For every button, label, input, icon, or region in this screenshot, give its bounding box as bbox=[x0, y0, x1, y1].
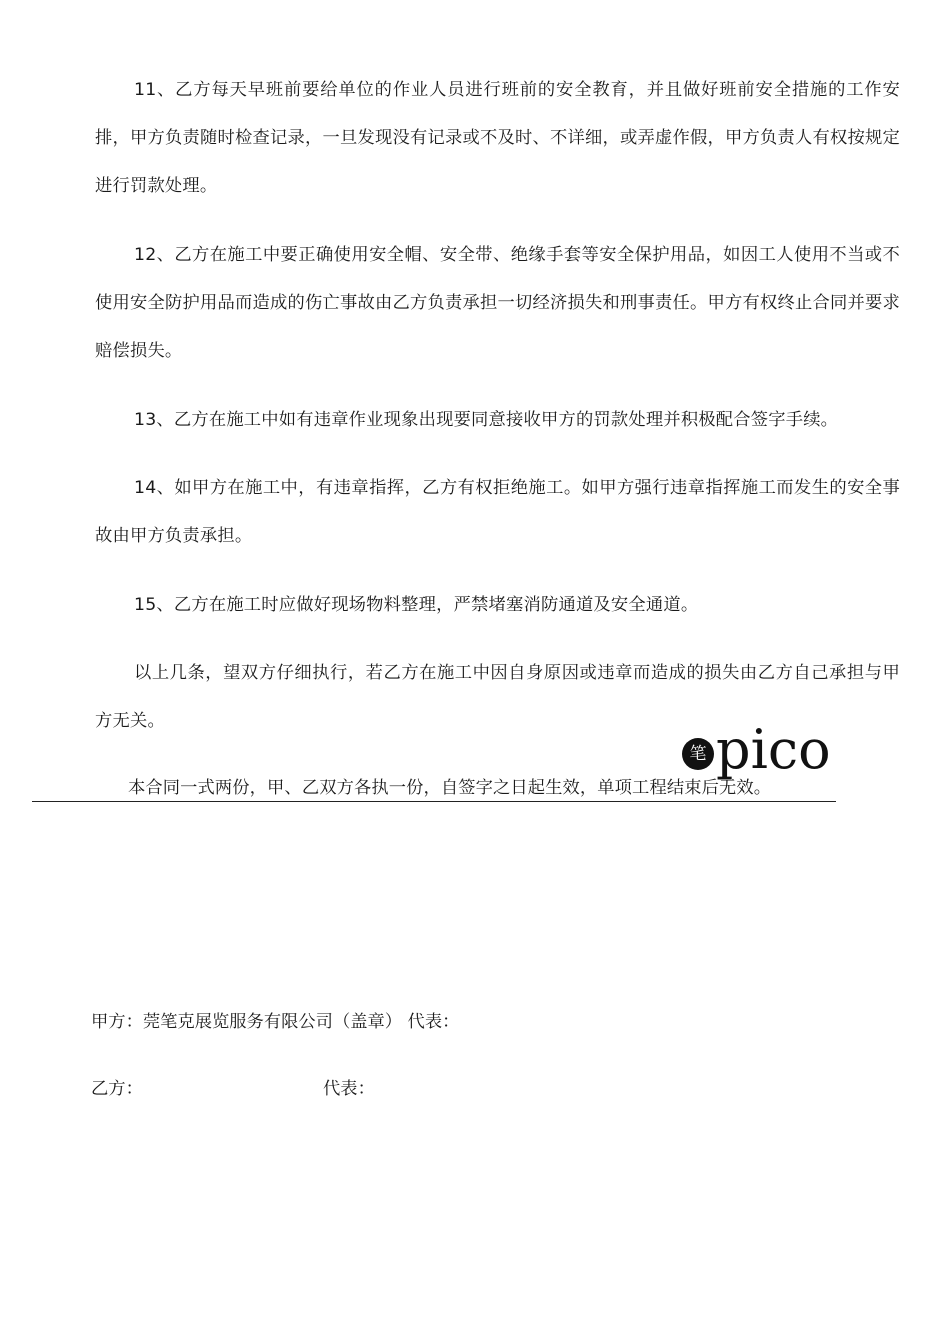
pico-logo bbox=[682, 718, 832, 788]
party-b-representative: 代表： bbox=[323, 1079, 375, 1099]
pico-wordmark: pico bbox=[716, 718, 831, 781]
clause-15: 15、乙方在施工时应做好现场物料整理，严禁堵塞消防通道及安全通道。 bbox=[134, 595, 699, 615]
footer-rule bbox=[32, 801, 836, 802]
clause-13: 13、乙方在施工中如有违章作业现象出现要同意接收甲方的罚款处理并积极配合签字手续。 bbox=[134, 410, 839, 430]
closing-line: 本合同一式两份，甲、乙双方各执一份，自签字之日起生效，单项工程结束后无效。 bbox=[128, 778, 772, 798]
summary-paragraph: 以上几条，望双方仔细执行，若乙方在施工中因自身原因或违章而造成的损失由乙方自己承担与甲方无关。 bbox=[95, 663, 900, 731]
party-a-signature: 甲方：莞笔克展览服务有限公司（盖章） 代表： bbox=[91, 1012, 460, 1032]
clause-11: 11、乙方每天早班前要给单位的作业人员进行班前的安全教育，并且做好班前安全措施的工作安排，甲方负责随时检查记录，一旦发现没有记录或不及时、不详细，或弄虚作假，甲方负责人有权按规定进行罚款处理。 bbox=[95, 80, 900, 196]
party-b-signature: 乙方： bbox=[91, 1079, 143, 1099]
clause-12: 12、乙方在施工中要正确使用安全帽、安全带、绝缘手套等安全保护用品，如因工人使用不当或不使用安全防护用品而造成的伤亡事故由乙方负责承担一切经济损失和刑事责任。甲方有权终止合同并要求赔偿损失。 bbox=[95, 245, 900, 361]
pico-seal-icon: 笔 bbox=[682, 738, 714, 770]
clause-14: 14、如甲方在施工中，有违章指挥，乙方有权拒绝施工。如甲方强行违章指挥施工而发生的安全事故由甲方负责承担。 bbox=[95, 478, 900, 546]
